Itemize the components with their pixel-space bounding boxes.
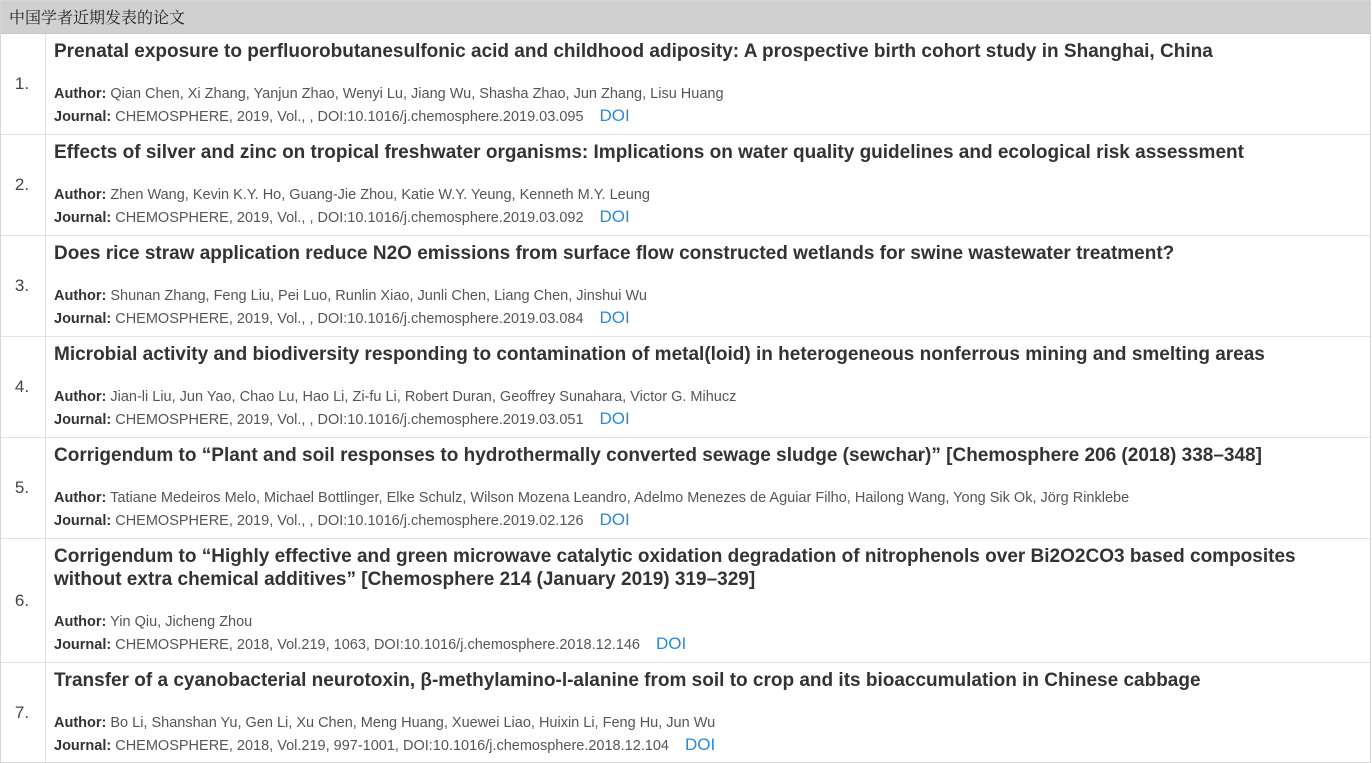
paper-row bbox=[1, 337, 1370, 438]
author-list: Shunan Zhang, Feng Liu, Pei Luo, Runlin Xiao, Junli Chen, Liang Chen, Jinshui Wu bbox=[110, 288, 647, 304]
author-line bbox=[54, 612, 686, 633]
author-label: Author: bbox=[54, 288, 107, 304]
journal-info: CHEMOSPHERE, 2019, Vol., , DOI:10.1016/j.chemosphere.2019.03.084 bbox=[115, 311, 584, 327]
paper-row bbox=[1, 663, 1370, 763]
paper-title[interactable]: Corrigendum to “Plant and soil responses to hydrothermally converted sewage sludge (sewchar)” [Chemosphere 206 (2018) 338–348] bbox=[54, 445, 1262, 466]
doi-link[interactable]: DOI bbox=[599, 308, 630, 327]
paper-body bbox=[46, 34, 1370, 134]
journal-info: CHEMOSPHERE, 2019, Vol., , DOI:10.1016/j.chemosphere.2019.03.092 bbox=[115, 210, 584, 226]
journal-line bbox=[54, 307, 647, 330]
journal-info: CHEMOSPHERE, 2019, Vol., , DOI:10.1016/j.chemosphere.2019.03.095 bbox=[115, 109, 584, 125]
paper-body bbox=[46, 337, 1370, 437]
doi-link[interactable]: DOI bbox=[599, 510, 630, 529]
paper-number: 3. bbox=[1, 236, 46, 336]
paper-title[interactable]: Microbial activity and biodiversity responding to contamination of metal(loid) in heterogeneous nonferrous mining and smelting areas bbox=[54, 344, 1265, 365]
paper-row bbox=[1, 34, 1370, 135]
journal-label: Journal: bbox=[54, 738, 112, 754]
journal-label: Journal: bbox=[54, 513, 112, 529]
paper-body bbox=[46, 135, 1370, 235]
author-label: Author: bbox=[54, 86, 107, 102]
author-label: Author: bbox=[54, 490, 107, 506]
author-list: Jian-li Liu, Jun Yao, Chao Lu, Hao Li, Zi-fu Li, Robert Duran, Geoffrey Sunahara, Victor G. Mihucz bbox=[110, 389, 737, 405]
journal-line bbox=[54, 105, 724, 128]
paper-number: 2. bbox=[1, 135, 46, 235]
paper-body bbox=[46, 236, 1370, 336]
journal-label: Journal: bbox=[54, 210, 112, 226]
journal-line bbox=[54, 206, 650, 229]
journal-label: Journal: bbox=[54, 109, 112, 125]
author-line bbox=[54, 185, 650, 206]
author-label: Author: bbox=[54, 187, 107, 203]
author-label: Author: bbox=[54, 715, 107, 731]
journal-line bbox=[54, 408, 736, 431]
paper-title[interactable]: Effects of silver and zinc on tropical freshwater organisms: Implications on water quality guidelines and ecological risk assessment bbox=[54, 142, 1244, 163]
journal-info: CHEMOSPHERE, 2018, Vol.219, 997-1001, DOI:10.1016/j.chemosphere.2018.12.104 bbox=[115, 738, 669, 754]
author-line bbox=[54, 387, 736, 408]
author-label: Author: bbox=[54, 389, 107, 405]
journal-line bbox=[54, 734, 715, 757]
doi-link[interactable]: DOI bbox=[685, 735, 716, 754]
journal-info: CHEMOSPHERE, 2018, Vol.219, 1063, DOI:10.1016/j.chemosphere.2018.12.146 bbox=[115, 637, 640, 653]
paper-number: 4. bbox=[1, 337, 46, 437]
author-label: Author: bbox=[54, 614, 107, 630]
paper-meta bbox=[54, 185, 650, 229]
author-line bbox=[54, 488, 1129, 509]
paper-row bbox=[1, 438, 1370, 539]
author-list: Zhen Wang, Kevin K.Y. Ho, Guang-Jie Zhou, Katie W.Y. Yeung, Kenneth M.Y. Leung bbox=[110, 187, 650, 203]
paper-body bbox=[46, 663, 1370, 763]
author-list: Bo Li, Shanshan Yu, Gen Li, Xu Chen, Meng Huang, Xuewei Liao, Huixin Li, Feng Hu, Jun Wu bbox=[110, 715, 716, 731]
journal-info: CHEMOSPHERE, 2019, Vol., , DOI:10.1016/j.chemosphere.2019.03.051 bbox=[115, 412, 584, 428]
author-list: Tatiane Medeiros Melo, Michael Bottlinger, Elke Schulz, Wilson Mozena Leandro, Adelmo Menezes de Aguiar Filho, Hailong Wang, Yong Sik Ok, Jörg Rinklebe bbox=[110, 490, 1130, 506]
author-line bbox=[54, 713, 715, 734]
journal-label: Journal: bbox=[54, 637, 112, 653]
journal-line bbox=[54, 633, 686, 656]
paper-meta bbox=[54, 488, 1129, 532]
paper-meta bbox=[54, 713, 715, 757]
journal-info: CHEMOSPHERE, 2019, Vol., , DOI:10.1016/j.chemosphere.2019.02.126 bbox=[115, 513, 584, 529]
journal-label: Journal: bbox=[54, 311, 112, 327]
paper-meta bbox=[54, 84, 724, 128]
paper-body bbox=[46, 438, 1370, 538]
doi-link[interactable]: DOI bbox=[599, 207, 630, 226]
author-line bbox=[54, 84, 724, 105]
doi-link[interactable]: DOI bbox=[599, 409, 630, 428]
paper-row bbox=[1, 135, 1370, 236]
paper-meta bbox=[54, 387, 736, 431]
paper-title[interactable]: Does rice straw application reduce N2O emissions from surface flow constructed wetlands for swine wastewater treatment? bbox=[54, 243, 1175, 264]
paper-number: 6. bbox=[1, 539, 46, 662]
author-list: Yin Qiu, Jicheng Zhou bbox=[110, 614, 253, 630]
doi-link[interactable]: DOI bbox=[655, 634, 687, 653]
paper-row bbox=[1, 236, 1370, 337]
paper-number: 7. bbox=[1, 663, 46, 763]
doi-link[interactable]: DOI bbox=[599, 106, 630, 125]
journal-line bbox=[54, 509, 1129, 532]
paper-number: 5. bbox=[1, 438, 46, 538]
paper-list bbox=[1, 34, 1370, 763]
paper-meta bbox=[54, 286, 647, 330]
journal-label: Journal: bbox=[54, 412, 112, 428]
panel-title: 中国学者近期发表的论文 bbox=[1, 1, 1370, 34]
paper-title[interactable]: Transfer of a cyanobacterial neurotoxin, β-methylamino-l-alanine from soil to crop and its bioaccumulation in Chinese cabbage bbox=[54, 670, 1201, 691]
author-line bbox=[54, 286, 647, 307]
author-list: Qian Chen, Xi Zhang, Yanjun Zhao, Wenyi Lu, Jiang Wu, Shasha Zhao, Jun Zhang, Lisu Huang bbox=[110, 86, 724, 102]
paper-number: 1. bbox=[1, 34, 46, 134]
paper-meta bbox=[54, 612, 686, 656]
paper-row bbox=[1, 539, 1370, 663]
paper-title[interactable]: Prenatal exposure to perfluorobutanesulfonic acid and childhood adiposity: A prospective birth cohort study in Shanghai, China bbox=[54, 41, 1213, 62]
paper-title[interactable]: Corrigendum to “Highly effective and green microwave catalytic oxidation degradation of nitrophenols over Bi2O2CO3 based composites without extra chemical additives” [Chemosphere 214 (January 2019) 319–329] bbox=[54, 546, 1296, 590]
paper-body bbox=[46, 539, 1370, 662]
